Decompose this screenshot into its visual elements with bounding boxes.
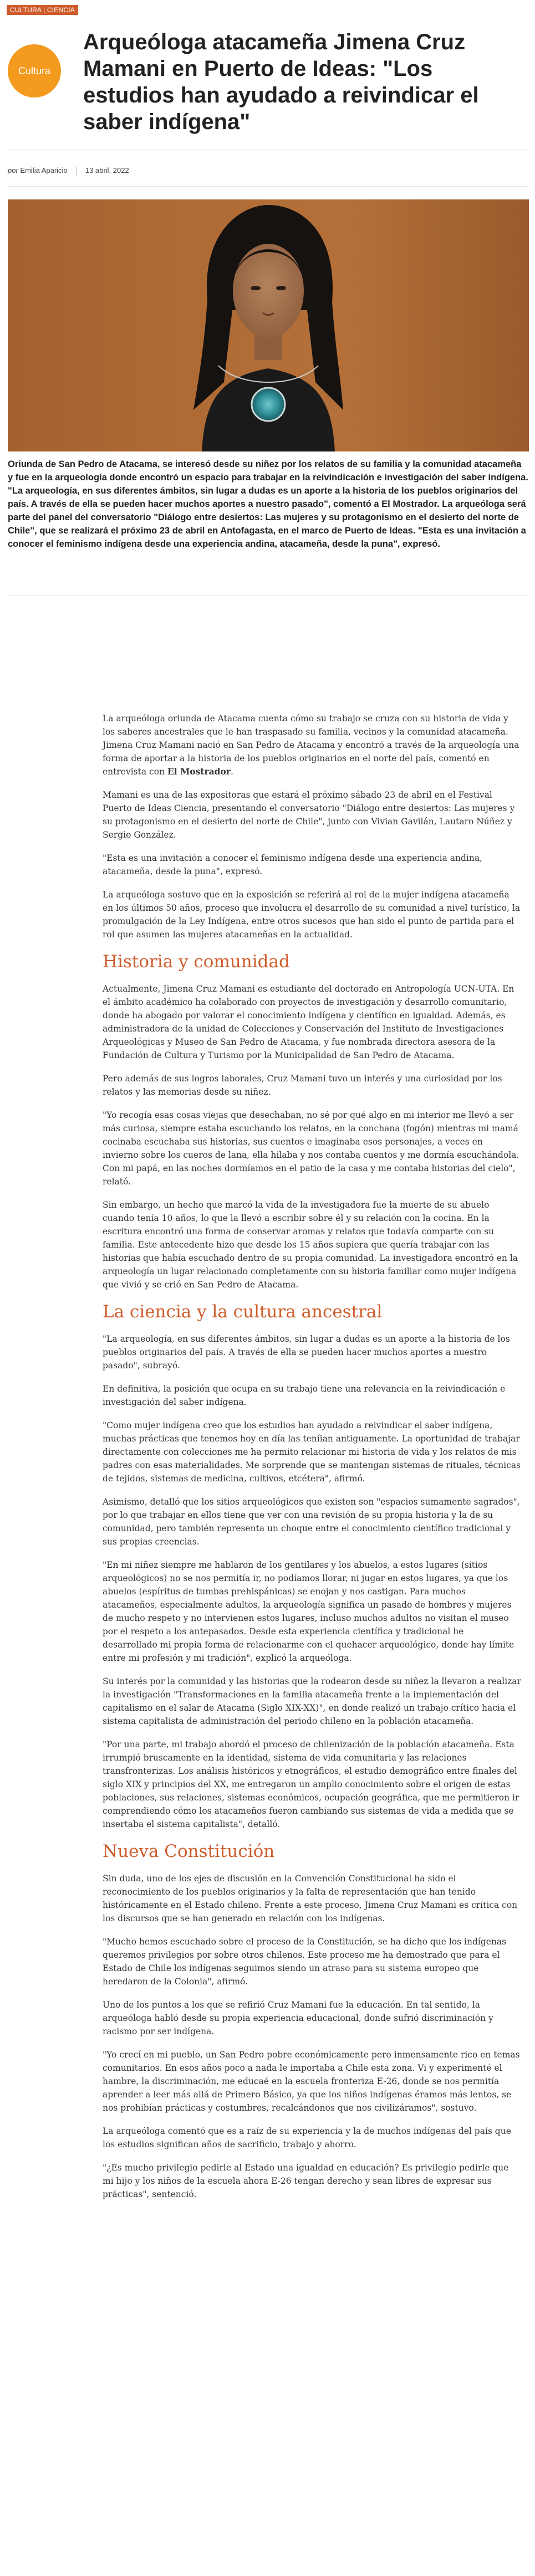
paragraph: "Como mujer indígena creo que los estudios han ayudado a reivindicar el saber indígena, muchas prácticas que tenemos hoy en día las teníian antiguamente. La oportunidad de trabajar directamente con colecciones me ha permito relacionar mi historia de vida y los relatos de mis padres con esas materialidades. Me sorprende que se mantengan sistemas de rituales, técnicas de tejidos, sistemas de medicina, cultivos, etcétera", afirmó. [103,1420,521,1484]
paragraph: "Yo recogía esas cosas viejas que desechaban, no sé por qué algo en mi interior me llevó a ser más curiosa, siempre estaba escuchando los relatos, en la conchana (fogón) mientras mi mamá cocinaba escuchaba sus historias, sus cuentos e imaginaba esos personajes, a veces en invierno sobre los cueros de lana, ella hilaba y nos contaba cuentos y me dormía escuchándola. Con mi papá, en las noches dormíamos en el patio de la casa y me contaba historias del cielo", relató. [103,1110,519,1187]
byline-separator [76,167,77,176]
paragraph: Sin embargo, un hecho que marcó la vida de la investigadora fue la muerte de su abuelo cuando tenía 10 años, lo que la llevó a escribir sobre él y su relación con la cocina. En la escritura encontró una forma de conservar aromas y relatos que todavía comparte con su familia. Este antecedente hizo que desde los 15 años supiera que quería trabajar con las historias que había escuchado dentro de su propia comunidad. La investigadora encontró en la arqueología un lugar relacionado completamente con su historia familiar como mujer indígena que vivió y se crió en San Pedro de Atacama. [103,1200,518,1290]
paragraph: La arqueóloga sostuvo que en la exposición se referirá al rol de la mujer indígena atacameña en los últimos 50 años, proceso que involucra el desarrollo de su comunidad a nivel turístico, la promulgación de la Ley Indígena, entre otros sucesos que han sido el punto de partida para el rol que asumen las mujeres atacameñas en la actualidad. [103,890,521,940]
author-name[interactable]: Emilia Aparicio [20,166,68,175]
section-badge-label: Cultura [18,65,51,76]
paragraph: Su interés por la comunidad y las historias que la rodearon desde su niñez la llevaron a realizar la investigación "Transformaciones en la familia atacameña frente a la implementación del capitalismo en el salar de Atacama (Siglo XIX-XX)", en donde realizó un trabajo crítico hacia el sistema capitalista de administración del periodo chileno en la población atacameña. [103,1676,521,1726]
paragraph: "En mi niñez siempre me hablaron de los gentilares y los abuelos, a estos lugares (sitios arqueológicos) no se nos permitía ir, no podíamos llorar, ni jugar en estos lugares, ya que los abuelos (espíritus de tumbas prehispánicas) se enojan y nos castigan. Para muchos atacameños, especialmente adultos, la arqueología significa un pasado de hombres y mujeres de mucho respeto y no intervienen estos lugares, incluso muchos adultos no visitan el museo por el respeto a los antepasados. Desde esta experiencia científica y tradicional he desarrollado mi propia forma de relacionarme con el quehacer arqueológico, donde hay límite entre mi profesión y mi tradición", explicó la arqueóloga. [103,1560,514,1663]
byline [8,166,529,176]
paragraph: Asimismo, detalló que los sitios arqueológicos que existen son "espacios sumamente sagrados", por lo que trabajar en ellos tiene que ver con una revisión de su propia historia y la de su comunidad, pero también representa un choque entre el conocimiento científico tradicional y sus propias creencias. [103,1497,520,1547]
paragraph: Actualmente, Jimena Cruz Mamani es estudiante del doctorado en Antropología UCN-UTA. En el ámbito académico ha colaborado con proyectos de investigación y desarrollo comunitario, donde ha abogado por valorar el conocimiento indígena y científico en igualdad. Además, es administradora de la unidad de Colecciones y Conservación del Instituto de Investigaciones Arqueológicas y Museo de San Pedro de Atacama, y fue nombrada directora asesora de la Fundación de Cultura y Turismo por la Municipalidad de San Pedro de Atacama. [103,984,514,1060]
paragraph: Pero además de sus logros laborales, Cruz Mamani tuvo un interés y una curiosidad por los relatos y las memorias desde su niñez. [103,1074,502,1097]
article-header [0,0,535,134]
publish-date: 13 abril, 2022 [85,166,129,175]
paragraph: Mamani es una de las expositoras que estará el próximo sábado 23 de abril en el Festival Puerto de Ideas Ciencia, presentando el conversatorio "Diálogo entre desiertos: Las mujeres y su protagonismo en el desierto del norte de Chile", junto con Vivian Gavilán, Lautaro Núñez y Sergio González. [103,790,515,840]
paragraph-text: La arqueóloga oriunda de Atacama cuenta cómo su trabajo se cruza con su historia de vida y los saberes ancestrales que le han traspasado su familia, vecinos y la comunidad atacameña. Jimena Cruz Mamani nació en San Pedro de Atacama y encontró a través de la arqueología una forma de aportar a la historia de los pueblos originarios en el norte del país, comentó en entrevista con [103,714,519,777]
paragraph: "Por una parte, mi trabajo abordó el proceso de chilenización de la población atacameña. Esta irrumpió bruscamente en la identidad, sistema de vida comunitaria y las relaciones transfronterizas. Los análisis históricos y etnográficos, el estudio demográfico entre finales del siglo XIX y principios del XX, me entregaron un amplio conocimiento sobre el origen de estas poblaciones, sus relaciones, sistemas económicos, ocupación geográfica, que me permitieron ir comprendiendo cómo los atacameños fueron cambiando sus sistemas de vida a medida que se insertaba el sistema capitalista", detalló. [103,1739,519,1829]
byline-prefix: por [8,166,18,175]
category-tag[interactable]: CULTURA | CIENCIA [7,5,78,15]
article-title: Arqueóloga atacameña Jimena Cruz Mamani en Puerto de Ideas: "Los estudios han ayudado a reivindicar el saber indígena" [83,30,479,134]
paragraph: "Esta es una invitación a conocer el feminismo indígena desde una experiencia andina, atacameña, desde la puna", expresó. [103,853,483,876]
divider [8,186,529,187]
paragraph: Sin duda, uno de los ejes de discusión en la Convención Constitucional ha sido el reconocimiento de los pueblos originarios y la falta de representación que han tenido históricamente en el Estado chileno. Frente a este proceso, Jimena Cruz Mamani es crítica con los discursos que se han generado en relación con los indígenas. [103,1874,518,1923]
section-heading: La ciencia y la cultura ancestral [103,1302,383,1322]
paragraph [103,712,521,778]
paragraph: Uno de los puntos a los que se refirió Cruz Mamani fue la educación. En tal sentido, la arqueóloga habló desde su propia experiencia educacional, donde sufrió discriminación y racismo por ser indígena. [103,2000,493,2036]
publication-name: El Mostrador [167,766,231,777]
paragraph: "Yo crecí en mi pueblo, un San Pedro pobre económicamente pero inmensamente rico en temas comunitarios. En esos años poco a nada le importaba a Chile esta zona. Vi y experimenté el hambre, la discriminación, me educaé en la escuela fronteriza E-26, donde se nos permitía aprender a leer más allá de Primero Básico, ya que los niños indígenas éramos más lentos, se nos prohibían prácticas y costumbres, recalcándonos que nos civilizáramos", sostuvo. [103,2050,520,2113]
article-body [103,712,521,2211]
section-heading: Nueva Constitución [103,1841,275,1861]
section-badge[interactable] [8,44,61,98]
paragraph: En definitiva, la posición que ocupa en su trabajo tiene una relevancia en la reivindicación e investigación del saber indígena. [103,1384,506,1407]
article-photo [8,199,529,451]
paragraph: La arqueóloga comentó que es a raíz de su experiencia y la de muchos indígenas del país que los estudios significan años de sacrificio, trabajo y ahorro. [103,2126,511,2149]
paragraph: "Mucho hemos escuchado sobre el proceso de la Constitución, se ha dicho que los indígenas queremos privilegios por sobre otros chilenos. Este proceso me ha demostrado que para el Estado de Chile los indígenas seguimos siendo un atraso para su sistema europeo que heredaron de la Colonia", afirmó. [103,1937,507,1987]
paragraph: "¿Es mucho privilegio pedirle al Estado una igualdad en educación? Es privilegio pedirle que mi hijo y los niños de la escuela ahora E-26 tengan derecho y sean libres de expresar sus prácticas", sentenció. [103,2163,509,2199]
paragraph-end: . [231,767,233,777]
photo-caption: Oriunda de San Pedro de Atacama, se interesó desde su niñez por los relatos de su familia y la comunidad atacameña y fue en la arqueología donde encontró un espacio para trabajar en la reivindicación e investigación del saber indígena. "La arqueología, en sus diferentes ámbitos, sin lugar a dudas es un aporte a la historia de los pueblos originarios del país. A través de ella se pueden hacer muchos aportes a nuestro pasado", comentó a El Mostrador. La arqueóloga será parte del panel del conversatorio "Diálogo entre desiertos: Las mujeres y su protagonismo en el desierto del norte de Chile", que se realizará el próximo 23 de abril en Antofagasta, en el marco de Puerto de Ideas. "Esta es una invitación a conocer el feminismo indígena desde una experiencia andina, atacameña, desde la puna", expresó. [8,459,528,549]
section-heading: Historia y comunidad [103,952,290,972]
paragraph: "La arqueología, en sus diferentes ámbitos, sin lugar a dudas es un aporte a la historia de los pueblos originarios del país. A través de ella se pueden hacer muchos aportes a nuestro pasado", subrayó. [103,1334,510,1371]
